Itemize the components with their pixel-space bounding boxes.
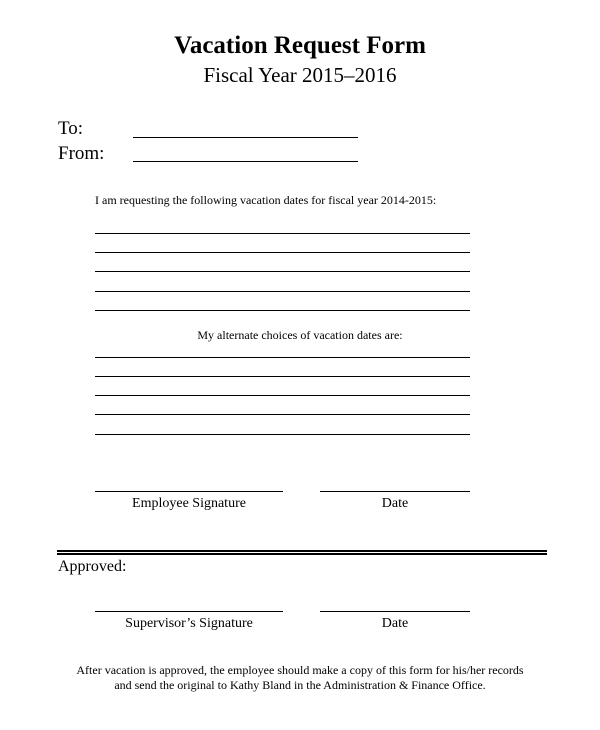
request-date-line-4[interactable] bbox=[95, 291, 470, 292]
employee-date-label: Date bbox=[381, 496, 409, 511]
alternate-intro: My alternate choices of vacation dates are: bbox=[197, 328, 403, 342]
alternate-date-line-1[interactable] bbox=[95, 357, 470, 358]
section-divider bbox=[57, 550, 547, 555]
employee-date-line[interactable] bbox=[320, 491, 470, 492]
request-date-line-1[interactable] bbox=[95, 233, 470, 234]
request-intro: I am requesting the following vacation dates for fiscal year 2014-2015: bbox=[95, 193, 437, 207]
supervisor-date-label: Date bbox=[381, 616, 409, 631]
alternate-date-line-4[interactable] bbox=[95, 414, 470, 415]
form-title: Vacation Request Form bbox=[174, 32, 426, 59]
request-date-line-2[interactable] bbox=[95, 252, 470, 253]
supervisor-date-line[interactable] bbox=[320, 611, 470, 612]
approved-label: Approved: bbox=[58, 558, 127, 575]
employee-signature-line[interactable] bbox=[95, 491, 283, 492]
employee-signature-label: Employee Signature bbox=[132, 496, 246, 511]
form-subtitle: Fiscal Year 2015–2016 bbox=[203, 63, 397, 87]
alternate-date-line-2[interactable] bbox=[95, 376, 470, 377]
from-field[interactable] bbox=[133, 161, 358, 162]
to-field[interactable] bbox=[133, 137, 358, 138]
request-date-line-3[interactable] bbox=[95, 271, 470, 272]
from-label: From: bbox=[58, 143, 105, 164]
request-date-line-5[interactable] bbox=[95, 310, 470, 311]
alternate-date-line-3[interactable] bbox=[95, 395, 470, 396]
footer-line-2: and send the original to Kathy Bland in the Administration & Finance Office. bbox=[114, 678, 486, 692]
supervisor-signature-label: Supervisor’s Signature bbox=[125, 616, 253, 631]
supervisor-signature-line[interactable] bbox=[95, 611, 283, 612]
to-label: To: bbox=[58, 118, 84, 139]
footer-line-1: After vacation is approved, the employee should make a copy of this form for his/her records bbox=[76, 663, 524, 677]
alternate-date-line-5[interactable] bbox=[95, 434, 470, 435]
